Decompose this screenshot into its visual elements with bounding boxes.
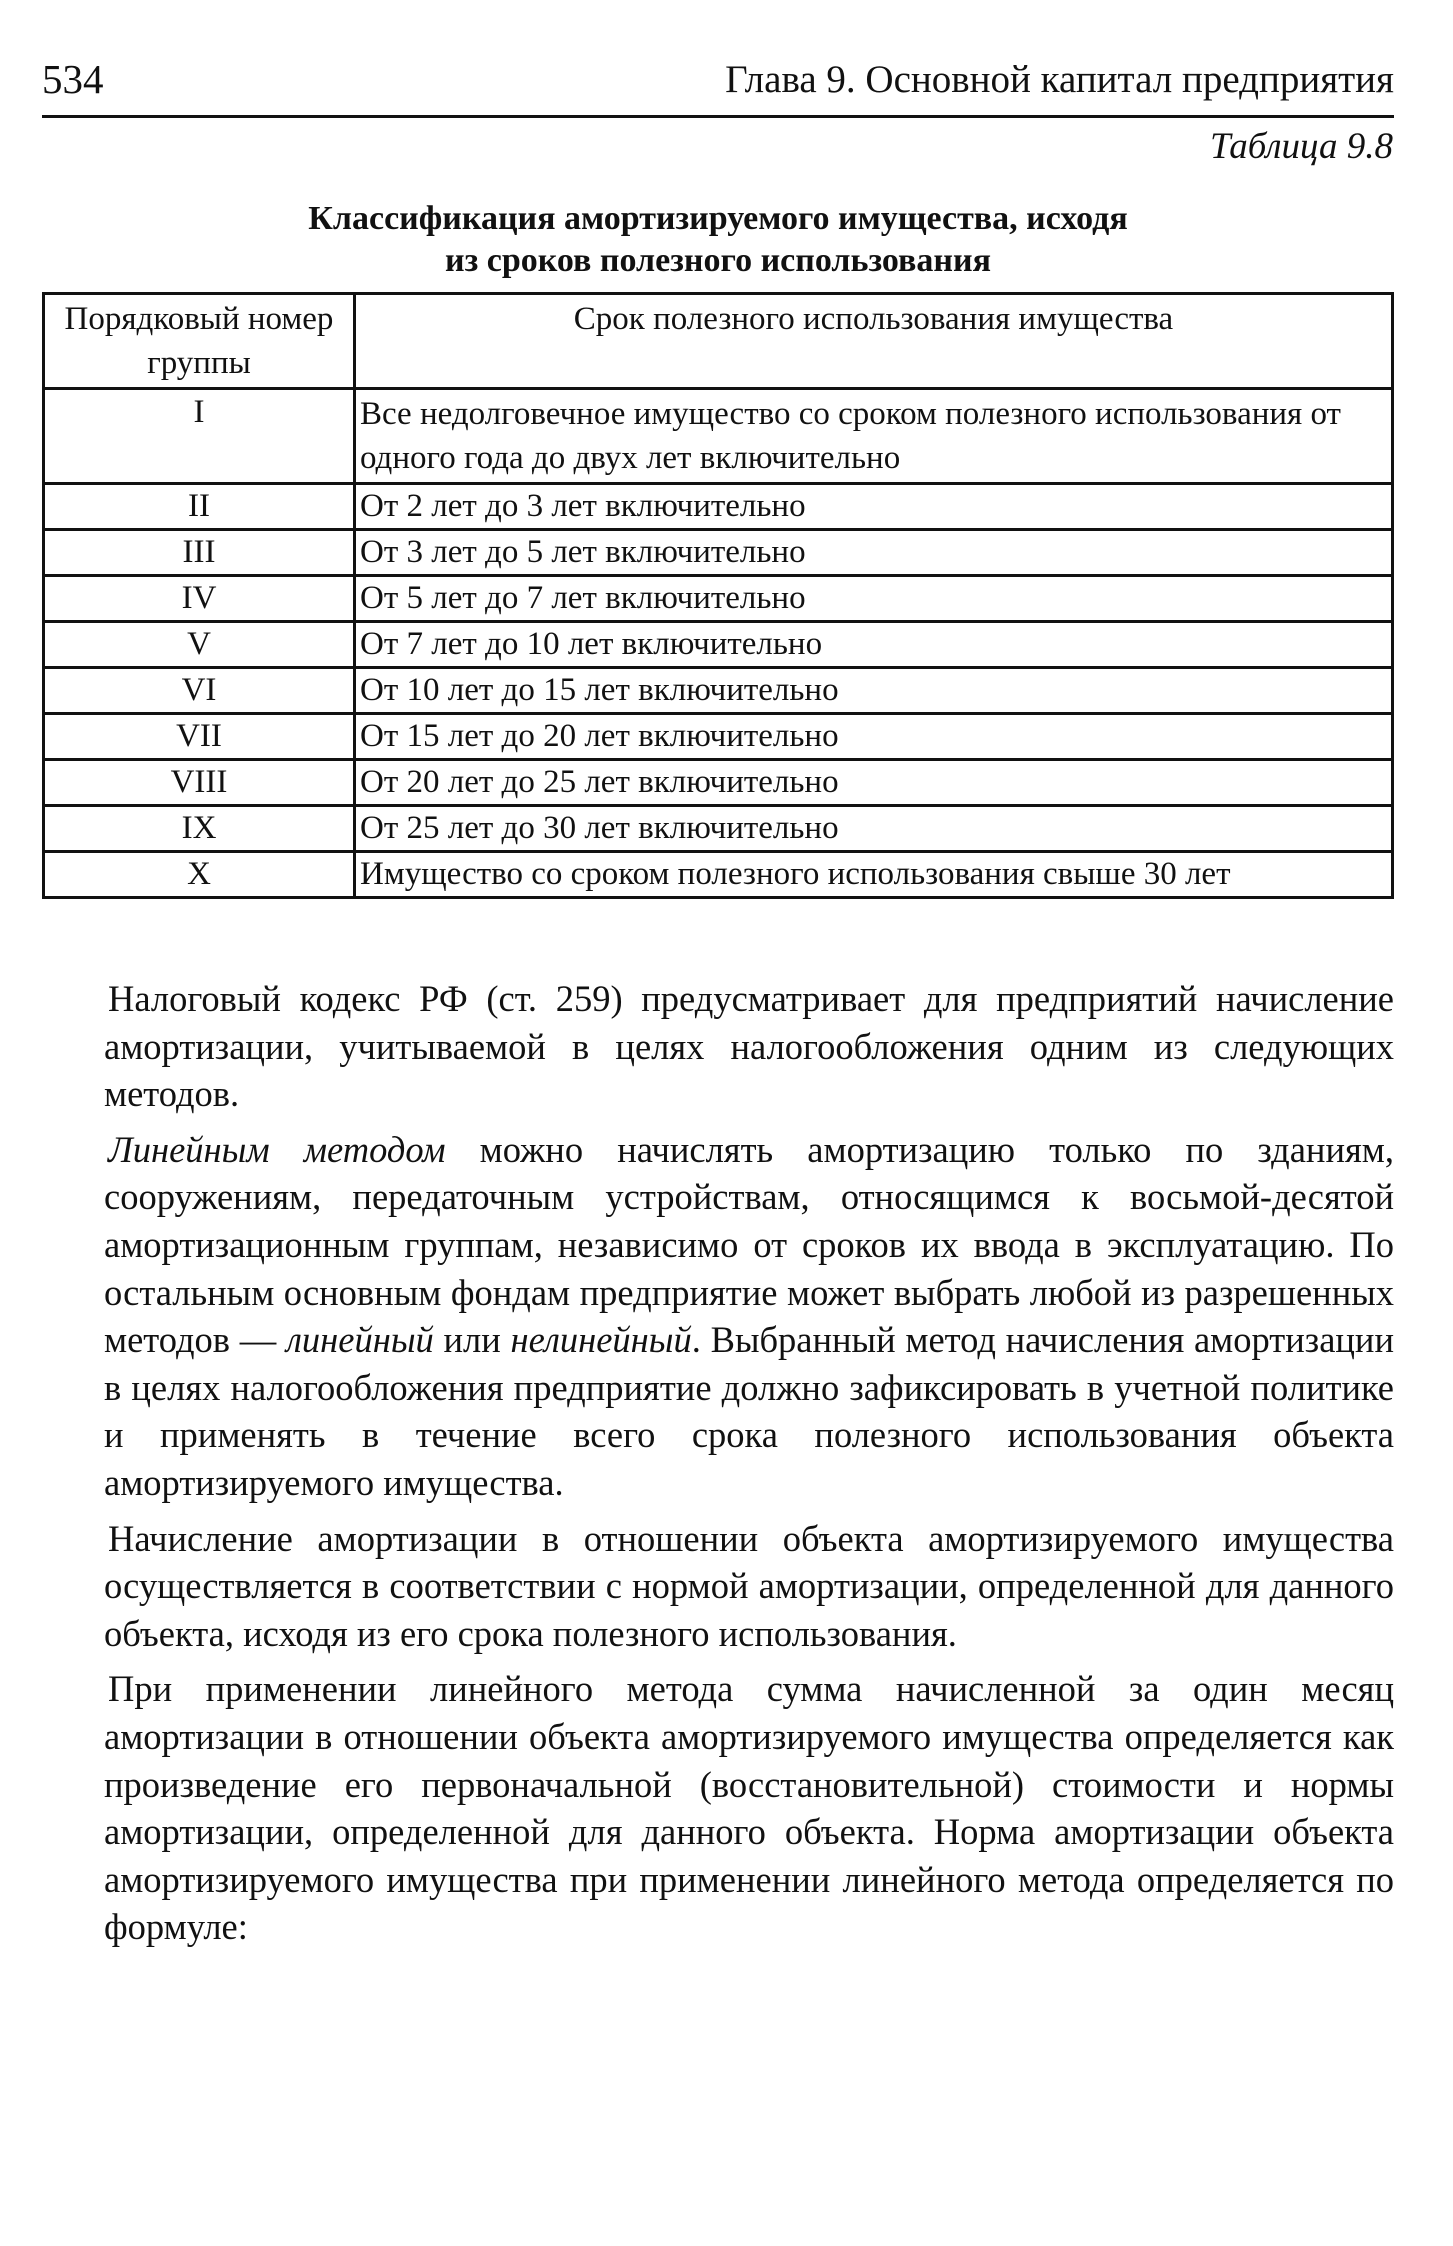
useful-life-cell: От 20 лет до 25 лет включительно: [355, 760, 1393, 806]
table-title: [42, 198, 1394, 282]
depreciation-groups-table: [42, 292, 1394, 899]
table-row: [44, 389, 1393, 484]
group-number-cell: III: [44, 530, 355, 576]
useful-life-cell: От 25 лет до 30 лет включительно: [355, 806, 1393, 852]
column-header-useful-life: Срок полезного использования имущества: [355, 294, 1393, 389]
group-number-cell: IV: [44, 576, 355, 622]
table-title-line-2: из сроков полезного использования: [445, 242, 991, 279]
group-number-cell: I: [44, 389, 355, 484]
useful-life-cell: От 3 лет до 5 лет включительно: [355, 530, 1393, 576]
group-number-cell: II: [44, 484, 355, 530]
paragraph-formula-intro: При применении линейного метода сумма начисленной за один месяц амортизации в отношении объекта амортизируемого имущества определяется как произведение его первоначальной (восстановительной) стоимости и нормы амортизации, определенной для данного объекта. Норма амортизации объекта амортизируемого имущества при применении линейного метода определяется по формуле:: [104, 1668, 1394, 1948]
group-number-cell: IX: [44, 806, 355, 852]
table-row: [44, 530, 1393, 576]
term-linear: линейный: [285, 1319, 434, 1361]
useful-life-cell: От 10 лет до 15 лет включительно: [355, 668, 1393, 714]
group-number-cell: X: [44, 852, 355, 898]
paragraph-linear-method: [104, 1126, 1394, 1507]
paragraph-text: можно начислять амортизацию только по зданиям, сооружениям, передаточным устройствам, относящимся к восьмой-десятой амортизационным группам, независимо от сроков их ввода в эксплуатацию. По остальным основным фондам предприятие может выбрать любой из разрешенных методов —: [104, 1128, 1395, 1361]
useful-life-cell: Имущество со сроком полезного использования свыше 30 лет: [355, 852, 1393, 898]
table-row: [44, 852, 1393, 898]
column-header-group-number: Порядковый номер группы: [44, 294, 355, 389]
paragraph-accrual: Начисление амортизации в отношении объекта амортизируемого имущества осуществляется в соответствии с нормой амортизации, определенной для данного объекта, исходя из его срока полезного использования.: [104, 1517, 1394, 1654]
table-title-line-1: Классификация амортизируемого имущества, исходя: [308, 200, 1128, 237]
table-row: [44, 622, 1393, 668]
table-header-row: [44, 294, 1393, 389]
table-label: Таблица 9.8: [1209, 126, 1393, 167]
table-row: [44, 668, 1393, 714]
page-header: [42, 55, 1394, 118]
useful-life-cell: Все недолговечное имущество со сроком полезного использования от одного года до двух лет включительно: [355, 389, 1393, 484]
group-number-cell: VIII: [44, 760, 355, 806]
running-title: Глава 9. Основной капитал предприятия: [725, 58, 1394, 101]
useful-life-cell: От 2 лет до 3 лет включительно: [355, 484, 1393, 530]
useful-life-cell: От 7 лет до 10 лет включительно: [355, 622, 1393, 668]
useful-life-cell: От 5 лет до 7 лет включительно: [355, 576, 1393, 622]
table-row: [44, 806, 1393, 852]
useful-life-cell: От 15 лет до 20 лет включительно: [355, 714, 1393, 760]
term-linear-method: Линейным методом: [108, 1128, 446, 1170]
group-number-cell: VII: [44, 714, 355, 760]
table-row: [44, 760, 1393, 806]
paragraph-text: или: [433, 1319, 511, 1361]
table-row: [44, 714, 1393, 760]
group-number-cell: VI: [44, 668, 355, 714]
table-row: [44, 576, 1393, 622]
body-text: [104, 975, 1394, 1959]
table-row: [44, 484, 1393, 530]
page-number: 534: [42, 56, 104, 102]
paragraph-text: . Выбранный метод начисления амортизации в целях налогообложения предприятие должно зафиксировать в учетной политике и применять в течение всего срока полезного использования объекта амортизируемого имущества.: [104, 1319, 1394, 1503]
paragraph-tax-code: Налоговый кодекс РФ (ст. 259) предусматривает для предприятий начисление амортизации, учитываемой в целях налогообложения одним из следующих методов.: [104, 978, 1394, 1115]
group-number-cell: V: [44, 622, 355, 668]
term-nonlinear: нелинейный: [510, 1319, 692, 1361]
